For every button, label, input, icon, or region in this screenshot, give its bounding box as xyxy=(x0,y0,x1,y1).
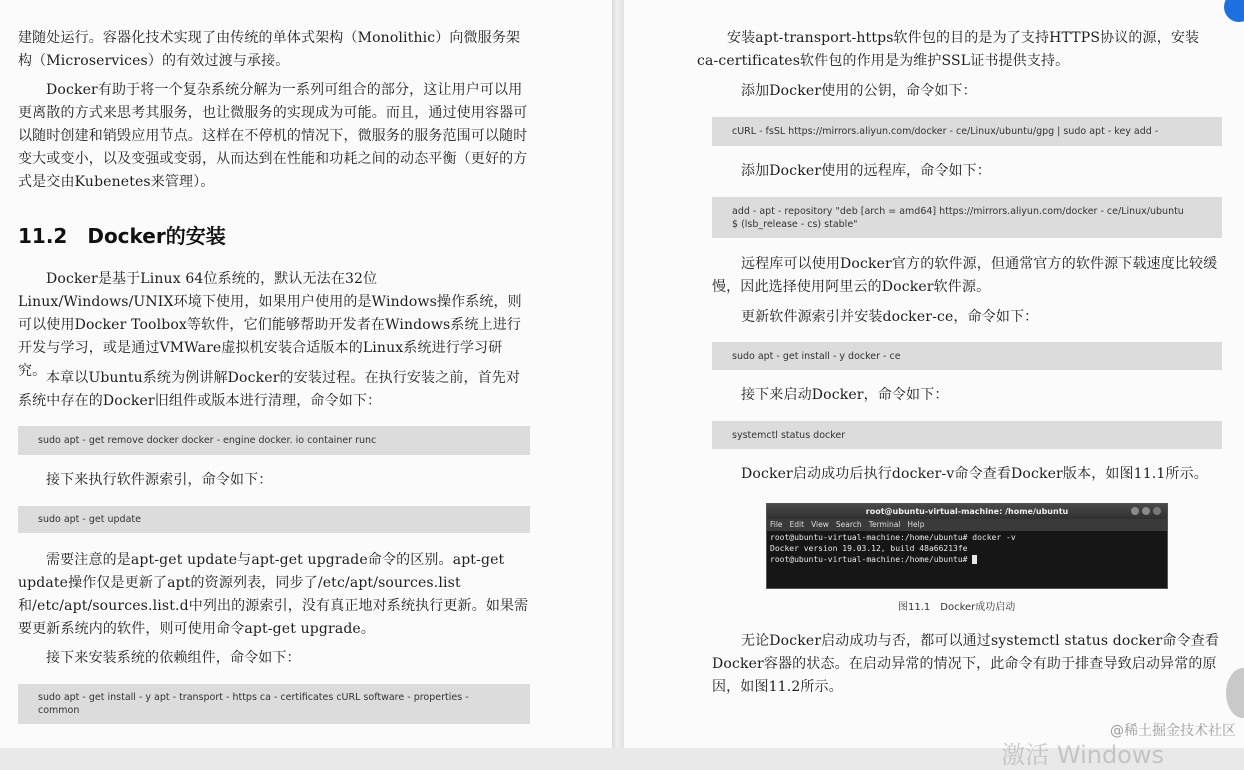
paragraph: Docker是基于Linux 64位系统的，默认无法在32位Linux/Windows/UNIX环境下使用，如果用户使用的是Windows操作系统，则可以使用Docker Toolbox等软件，它们能够帮助开发者在Windows系统上进行开发与学习，或是通过VMWare虚拟机安装合适版本的Linux系统进行学习研究。 xyxy=(18,271,522,379)
code-line: sudo apt - get update xyxy=(38,514,141,525)
site-watermark: @稀土掘金技术社区 xyxy=(1110,723,1236,739)
scroll-handle[interactable] xyxy=(1226,668,1244,718)
terminal-line: Docker version 19.03.12, build 48a66213fe xyxy=(770,544,968,553)
code-block xyxy=(18,684,530,724)
menu-item: Search xyxy=(835,520,862,529)
paragraph: 安装apt-transport-https软件包的目的是为了支持HTTPS协议的源，安装ca-certificates软件包的作用是为维护SSL证书提供支持。 xyxy=(697,30,1200,69)
paragraph: 无论Docker启动成功与否，都可以通过systemctl status docker命令查看Docker容器的状态。在启动异常的情况下，此命令有助于排查导致启动异常的原因，如图11.2所示。 xyxy=(712,633,1219,695)
menu-item: Help xyxy=(907,520,925,529)
floating-action-icon[interactable] xyxy=(1224,0,1244,22)
terminal-line: root@ubuntu-virtual-machine:/home/ubuntu# docker -v xyxy=(770,533,1016,542)
right-page xyxy=(624,0,1244,748)
code-block xyxy=(712,342,1222,370)
code-line: sudo apt - get install - y docker - ce xyxy=(732,350,901,362)
code-line: sudo apt - get remove docker docker - engine docker. io container runc xyxy=(38,435,377,446)
code-block xyxy=(712,117,1222,146)
close-icon xyxy=(1153,507,1161,515)
code-block xyxy=(712,421,1222,449)
paragraph: 接下来安装系统的依赖组件，命令如下： xyxy=(46,650,301,666)
menu-item: File xyxy=(770,520,783,529)
paragraph: 远程库可以使用Docker官方的软件源，但通常官方的软件源下载速度比较缓慢，因此选择使用阿里云的Docker软件源。 xyxy=(712,256,1218,295)
code-line: common xyxy=(38,705,80,716)
paragraph: 更新软件源索引并安装docker-ce，命令如下： xyxy=(741,309,1039,325)
paragraph: 添加Docker使用的远程库，命令如下： xyxy=(741,163,991,179)
code-block xyxy=(18,426,530,455)
cursor-icon xyxy=(972,555,977,564)
paragraph: 需要注意的是apt-get update与apt-get upgrade命令的区别。apt-get update操作仅是更新了apt的资源列表，同步了/etc/apt/sources.list和/etc/apt/sources.list.d中列出的源索引，没有真正地对系统执行更新。如果需要更新系统内的软件，则可使用命令apt-get upgrade。 xyxy=(18,552,529,637)
figure-caption: 图11.1 Docker成功启动 xyxy=(898,602,1016,613)
paragraph: 本章以Ubuntu系统为例讲解Docker的安装过程。在执行安装之前，首先对系统中存在的Docker旧组件或版本进行清理，命令如下： xyxy=(18,370,521,409)
paragraph: 添加Docker使用的公钥，命令如下： xyxy=(741,83,977,99)
maximize-icon xyxy=(1142,507,1150,515)
paragraph: 接下来启动Docker，命令如下： xyxy=(741,387,949,403)
menu-item: View xyxy=(811,520,829,529)
terminal-output xyxy=(767,531,1167,566)
code-line: cURL - fsSL https://mirrors.aliyun.com/docker - ce/Linux/ubuntu/gpg | sudo apt - key add - xyxy=(732,126,1159,137)
menu-item: Terminal xyxy=(868,520,901,529)
code-block xyxy=(18,506,530,533)
code-line: sudo apt - get install - y apt - transport - https ca - certificates cURL software - properties - xyxy=(38,692,469,703)
window-buttons xyxy=(1131,507,1161,515)
menu-item: Edit xyxy=(789,520,805,529)
terminal-menubar xyxy=(767,519,1167,531)
code-line: add - apt - repository "deb [arch = amd64] https://mirrors.aliyun.com/docker - ce/Linux/ubuntu xyxy=(732,205,1184,217)
minimize-icon xyxy=(1131,507,1139,515)
section-heading: 11.2 Docker的安装 xyxy=(18,224,226,248)
page-divider xyxy=(612,0,624,748)
paragraph: 建随处运行。容器化技术实现了由传统的单体式架构（Monolithic）向微服务架构（Microservices）的有效过渡与承接。 xyxy=(18,30,521,69)
paragraph: Docker有助于将一个复杂系统分解为一系列可组合的部分，这让用户可以用更离散的方式来思考其服务，也让微服务的实现成为可能。而且，通过使用容器可以随时创建和销毁应用节点。这样在不停机的情况下，微服务的服务范围可以随时变大或变小，以及变强或变弱，从而达到在性能和功耗之间的动态平衡（更好的方式是交由Kubenetes来管理）。 xyxy=(18,82,528,190)
code-line: $ (lsb_release - cs) stable" xyxy=(732,218,858,230)
terminal-title: root@ubuntu-virtual-machine: /home/ubuntu xyxy=(865,507,1069,516)
code-block xyxy=(712,197,1222,238)
paragraph: 接下来执行软件源索引，命令如下： xyxy=(46,472,273,488)
code-line: systemctl status docker xyxy=(732,429,846,441)
terminal-titlebar xyxy=(767,504,1167,519)
activate-windows-watermark: 激活 Windows xyxy=(1001,741,1164,769)
paragraph: Docker启动成功后执行docker-v命令查看Docker版本，如图11.1所示。 xyxy=(741,466,1208,482)
terminal-screenshot xyxy=(766,503,1168,589)
left-page xyxy=(0,0,612,748)
terminal-line: root@ubuntu-virtual-machine:/home/ubuntu# xyxy=(770,555,973,564)
